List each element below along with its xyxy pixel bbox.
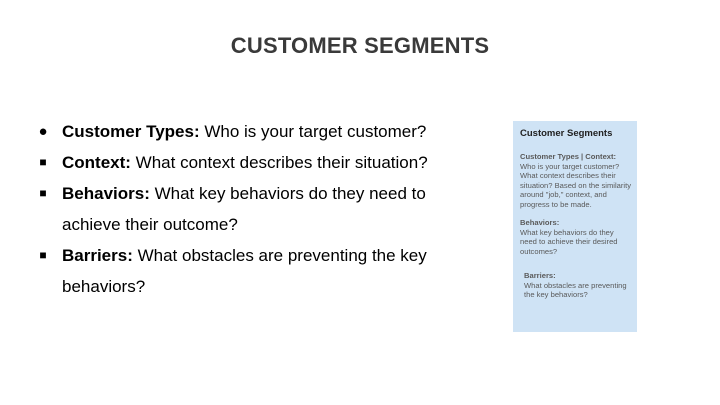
card-section-heading: Barriers: bbox=[524, 271, 556, 280]
square-bullet-icon: ■ bbox=[39, 155, 47, 169]
square-bullet-icon: ■ bbox=[39, 186, 47, 200]
bullet-list bbox=[34, 116, 474, 302]
bullet-term: Behaviors: bbox=[62, 184, 150, 203]
round-bullet-icon: ● bbox=[38, 123, 48, 140]
bullet-term: Context: bbox=[62, 153, 131, 172]
card-section-barriers bbox=[520, 271, 631, 300]
card-section-body: What obstacles are preventing the key behaviors? bbox=[524, 280, 627, 299]
bullet-text: What key behaviors do they need to achieve their outcome? bbox=[62, 184, 426, 234]
bullet-term: Barriers: bbox=[62, 246, 133, 265]
card-section-heading: Customer Types | Context: bbox=[520, 152, 617, 161]
card-section-body: What key behaviors do they need to achieve their desired outcomes? bbox=[520, 227, 618, 256]
bullet-barriers bbox=[34, 240, 474, 302]
card-title: Customer Segments bbox=[520, 128, 613, 139]
bullet-behaviors bbox=[34, 178, 474, 240]
bullet-text: What obstacles are preventing the key behaviors? bbox=[62, 246, 427, 296]
bullet-customer-types bbox=[34, 116, 474, 147]
customer-segments-card bbox=[513, 121, 637, 332]
square-bullet-icon: ■ bbox=[39, 248, 47, 262]
bullet-term: Customer Types: bbox=[62, 122, 200, 141]
slide-title: CUSTOMER SEGMENTS bbox=[230, 33, 490, 58]
bullet-text: Who is your target customer? bbox=[199, 122, 427, 141]
card-section-heading: Behaviors: bbox=[520, 218, 560, 227]
card-section-body: Who is your target customer? What context describes their situation? Based on the similarity around "job," context, and progress to be made. bbox=[520, 161, 632, 209]
card-section-behaviors bbox=[520, 218, 631, 256]
bullet-text: What context describes their situation? bbox=[130, 153, 428, 172]
card-section-customer-types bbox=[520, 152, 631, 209]
bullet-context bbox=[34, 147, 474, 178]
